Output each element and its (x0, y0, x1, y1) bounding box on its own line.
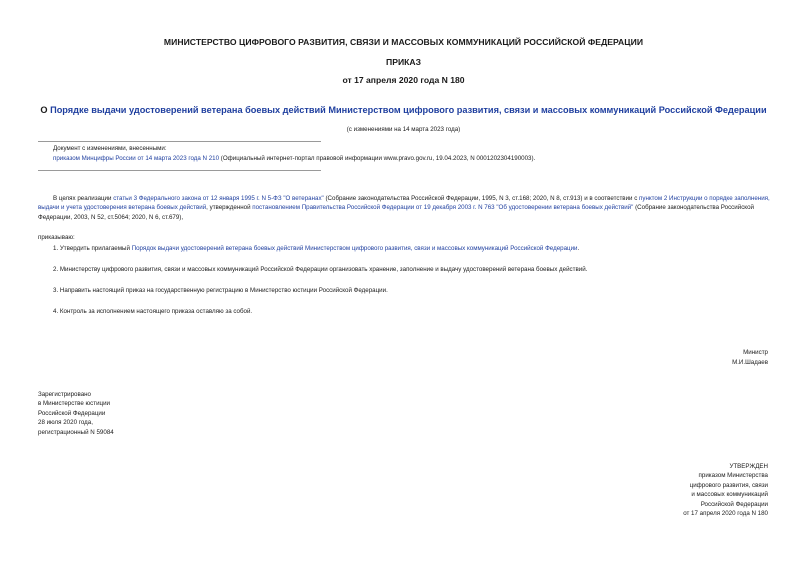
item-1-end: . (577, 245, 580, 252)
title-prefix: О (40, 105, 51, 115)
order-word: приказываю: (38, 234, 75, 241)
registration-line-3: Российской Федерации (38, 409, 106, 417)
bottom-separator (38, 170, 321, 171)
item-1 (53, 244, 773, 253)
item-3: 3. Направить настоящий приказ на государственную регистрацию в Министерство юстиции Российской Федерации. (53, 287, 388, 294)
registration-block (38, 390, 114, 437)
preamble-text-2: (Собрание законодательства Российской Федерации, 1995, N 3, ст.168; 2020, N 8, ст.913) и в соответствии с (323, 195, 640, 202)
document-type: ПРИКАЗ (386, 57, 421, 67)
signature-name: М.И.Шадаев (732, 359, 768, 366)
signature-position: Министр (743, 349, 768, 356)
registration-line-4: 28 июля 2020 года, (38, 419, 93, 427)
document-title (0, 105, 807, 115)
changes-box-text (53, 154, 783, 163)
top-separator (38, 141, 321, 142)
instruction-link[interactable]: пунктом 2 Инструкции о порядке заполнения, выдачи и учета удостоверения ветерана боевых действий (38, 195, 770, 212)
registration-line-1: Зарегистрировано (38, 391, 91, 398)
approved-line-6: от 17 апреля 2020 года N 180 (683, 510, 768, 518)
approved-line-5: Российской Федерации (700, 500, 768, 508)
approved-line-4: и массовых коммуникаций (691, 491, 768, 499)
preamble-paragraph (38, 194, 772, 222)
ministry-heading: МИНИСТЕРСТВО ЦИФРОВОГО РАЗВИТИЯ, СВЯЗИ И МАССОВЫХ КОММУНИКАЦИЙ РОССИЙСКОЙ ФЕДЕРАЦИИ (163, 37, 644, 47)
document-date-number: от 17 апреля 2020 года N 180 (342, 75, 465, 85)
preamble-text-3: , утвержденной (206, 204, 253, 212)
registration-line-2: в Министерстве юстиции (38, 400, 111, 408)
preamble-text-4: (Собрание законодательства Российской Федерации, 2003, N 52, ст.5064; 2020, N 6, ст.679), (38, 204, 754, 221)
item-4: 4. Контроль за исполнением настоящего приказа оставляю за собой. (53, 308, 253, 315)
item-1-text: 1. Утвердить прилагаемый (53, 245, 132, 252)
approved-line-1: УТВЕРЖДЕН (729, 463, 768, 470)
amendment-source: (Официальный интернет-портал правовой информации www.pravo.gov.ru, 19.04.2023, N 0001202304190003). (219, 155, 536, 162)
changes-note: (с изменениями на 14 марта 2023 года) (346, 126, 461, 133)
item-2: 2. Министерству цифрового развития, связи и массовых коммуникаций Российской Федерации организовать хранение, заполнение и выдачу удостоверений ветерана боевых действий. (53, 266, 588, 273)
title-link[interactable]: Порядке выдачи удостоверений ветерана боевых действий Министерством цифрового развития, связи и массовых коммуникаций Российской Федерации (50, 105, 767, 115)
approved-block (560, 462, 768, 518)
approved-line-2: приказом Министерства (698, 472, 768, 480)
changes-box-heading: Документ с изменениями, внесенными: (53, 145, 167, 152)
preamble-text-1: В целях реализации (53, 195, 114, 202)
procedure-link[interactable]: Порядок выдачи удостоверений ветерана боевых действий Министерством цифрового развития, связи и массовых коммуникаций Российской Федерации (131, 245, 578, 252)
law-link[interactable]: статьи 3 Федерального закона от 12 января 1995 г. N 5-ФЗ "О ветеранах" (113, 195, 324, 202)
registration-line-5: регистрационный N 59084 (38, 428, 114, 436)
amendment-link[interactable]: приказом Минцифры России от 14 марта 2023 года N 210 (53, 155, 220, 162)
approved-line-3: цифрового развития, связи (689, 481, 768, 489)
resolution-link[interactable]: постановлением Правительства Российской Федерации от 19 декабря 2003 г. N 763 "Об удостоверении ветерана боевых действий" (252, 204, 634, 212)
